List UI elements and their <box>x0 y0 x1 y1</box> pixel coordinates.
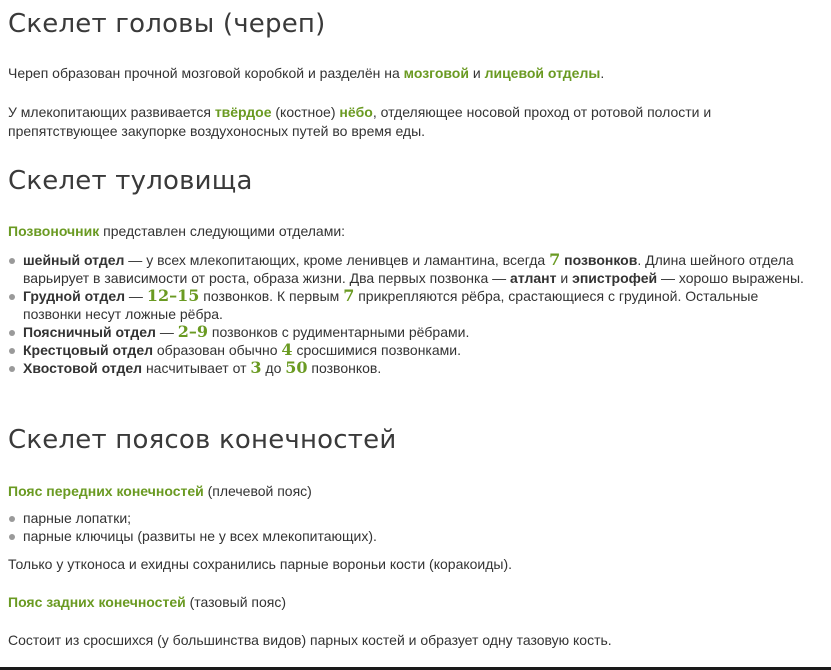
section-name: шейный отдел <box>23 252 125 268</box>
list-item: парные ключицы (развиты не у всех млекопитающих). <box>8 527 816 545</box>
spine-sections-list <box>8 251 816 377</box>
hind-girdle-note: Состоит из сросшихся (у большинства видов) парных костей и образует одну тазовую кость. <box>8 632 612 648</box>
number: 12–15 <box>146 286 200 305</box>
number: 2–9 <box>177 322 208 341</box>
skull-paragraph-2: У млекопитающих развивается твёрдое (костное) нёбо, отделяющее носовой проход от ротовой полости и препятствующее закупорке воздухоносных путей во время еды. <box>8 104 712 139</box>
front-girdle-heading: Пояс передних конечностей (плечевой пояс) <box>8 483 312 499</box>
front-girdle-note: Только у утконоса и ехидны сохранились парные вороньи кости (коракоиды). <box>8 556 513 572</box>
term-facial-sections: лицевой отделы <box>484 65 601 81</box>
bullet-icon <box>9 534 15 540</box>
number: 3 <box>250 358 262 377</box>
bullet-icon <box>9 258 15 264</box>
section-title-limbs: Скелет поясов конечностей <box>8 425 397 455</box>
term-epistropheus: эпистрофей <box>572 270 658 286</box>
number: 7 <box>549 250 561 269</box>
term-atlas: атлант <box>510 270 557 286</box>
term-brain-section: мозговой <box>403 65 469 81</box>
list-item: Поясничный отдел — 2–9 позвонков с рудиментарными рёбрами. <box>8 323 816 341</box>
list-item: Хвостовой отдел насчитывает от 3 до 50 позвонков. <box>8 359 816 377</box>
skull-paragraph-1: Череп образован прочной мозговой коробкой и разделён на мозговой и лицевой отделы. <box>8 65 605 81</box>
section-title-skull: Скелет головы (череп) <box>8 9 326 39</box>
bullet-icon <box>9 366 15 372</box>
bullet-icon <box>9 348 15 354</box>
number: 7 <box>343 286 355 305</box>
term-front-girdle: Пояс передних конечностей <box>8 483 204 499</box>
list-item: Крестцовый отдел образован обычно 4 сросшимися позвонками. <box>8 341 816 359</box>
front-girdle-list <box>8 509 816 545</box>
section-name: Крестцовый отдел <box>23 342 153 358</box>
trunk-intro: Позвоночник представлен следующими отделами: <box>8 223 346 239</box>
section-name: Грудной отдел <box>23 288 126 304</box>
section-name: Хвостовой отдел <box>23 360 143 376</box>
term-hind-girdle: Пояс задних конечностей <box>8 594 186 610</box>
list-item: Грудной отдел — 12–15 позвонков. К первым 7 прикрепляются рёбра, срастающиеся с грудиной. Остальные позвонки несут ложные рёбра. <box>8 287 816 323</box>
bullet-icon <box>9 330 15 336</box>
list-item: шейный отдел — у всех млекопитающих, кроме ленивцев и ламантина, всегда 7 позвонков. Длина шейного отдела варьирует в зависимости от роста, образа жизни. Два первых позвонка — атлант и эпистрофей — хорошо выражены. <box>8 251 816 287</box>
section-title-trunk: Скелет туловища <box>8 166 253 196</box>
term-spine: Позвоночник <box>8 223 100 239</box>
hind-girdle-heading: Пояс задних конечностей (тазовый пояс) <box>8 594 287 610</box>
term-hard: твёрдое <box>214 104 272 120</box>
number: 4 <box>281 340 293 359</box>
section-name: Поясничный отдел <box>23 324 156 340</box>
bullet-icon <box>9 516 15 522</box>
number: 50 <box>285 358 308 377</box>
term-palate: нёбо <box>339 104 373 120</box>
bullet-icon <box>9 294 15 300</box>
list-item: парные лопатки; <box>8 509 816 527</box>
